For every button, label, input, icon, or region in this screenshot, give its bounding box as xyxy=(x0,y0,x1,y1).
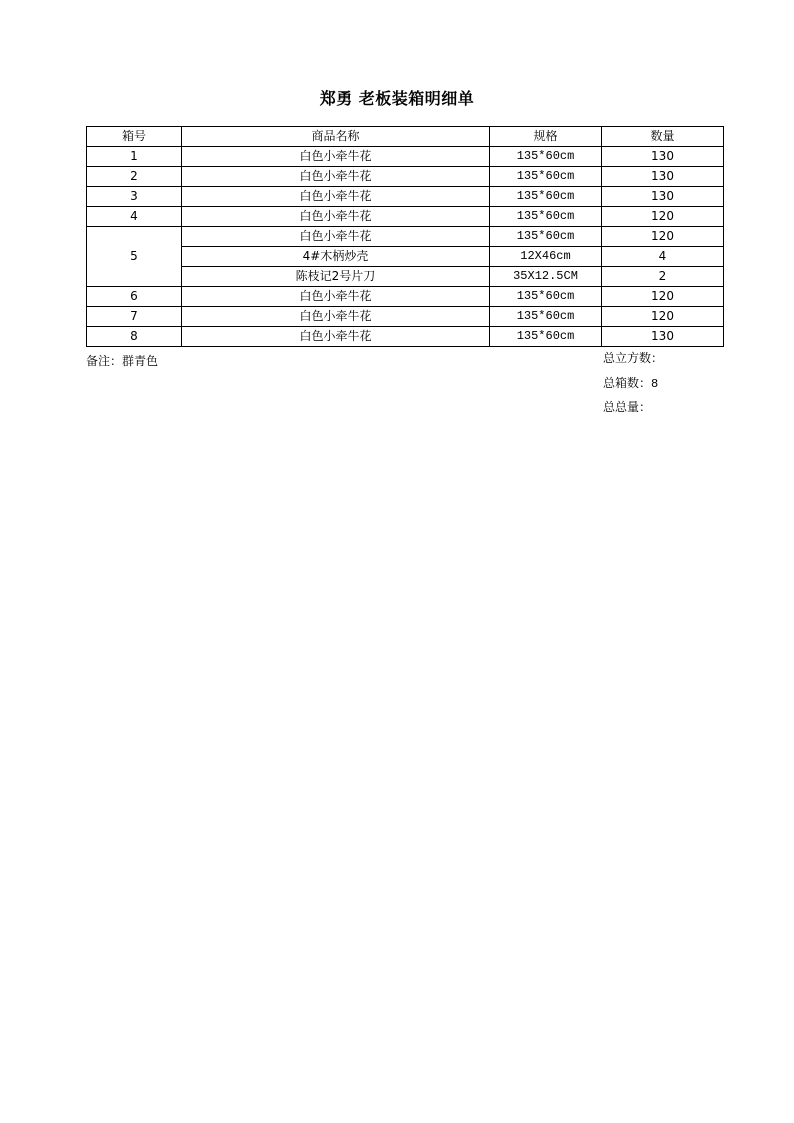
total-boxes-line xyxy=(603,374,658,391)
total-volume-line xyxy=(603,349,663,366)
cell-specification: 135*60cm xyxy=(490,187,602,207)
cell-specification: 135*60cm xyxy=(490,167,602,187)
cell-specification: 35X12.5CM xyxy=(490,267,602,287)
table-row xyxy=(87,327,724,347)
table-row xyxy=(87,207,724,227)
table-header-row xyxy=(87,127,724,147)
remarks-line xyxy=(86,352,158,369)
cell-specification: 12X46cm xyxy=(490,247,602,267)
cell-specification: 135*60cm xyxy=(490,147,602,167)
cell-box-number: 3 xyxy=(87,187,182,207)
cell-specification: 135*60cm xyxy=(490,307,602,327)
cell-product-name: 4#木柄炒壳 xyxy=(182,247,490,267)
cell-quantity: 120 xyxy=(602,287,724,307)
cell-product-name: 白色小牵牛花 xyxy=(182,167,490,187)
cell-product-name: 白色小牵牛花 xyxy=(182,187,490,207)
document-title: 郑勇 老板装箱明细单 xyxy=(319,89,475,108)
table-row xyxy=(87,187,724,207)
cell-quantity: 120 xyxy=(602,307,724,327)
table-row xyxy=(87,167,724,187)
packing-list-table xyxy=(86,126,724,347)
cell-box-number: 1 xyxy=(87,147,182,167)
cell-quantity: 4 xyxy=(602,247,724,267)
table-row xyxy=(87,227,724,247)
header-quantity: 数量 xyxy=(602,127,724,147)
remarks-label: 备注： xyxy=(86,354,123,368)
cell-quantity: 130 xyxy=(602,327,724,347)
cell-box-number: 4 xyxy=(87,207,182,227)
table-row xyxy=(87,267,724,287)
total-boxes-label: 总箱数： xyxy=(603,376,652,390)
cell-product-name: 白色小牵牛花 xyxy=(182,207,490,227)
total-volume-label: 总立方数： xyxy=(603,351,664,365)
cell-product-name: 白色小牵牛花 xyxy=(182,287,490,307)
header-product-name: 商品名称 xyxy=(182,127,490,147)
cell-specification: 135*60cm xyxy=(490,227,602,247)
cell-quantity: 130 xyxy=(602,187,724,207)
table-row xyxy=(87,287,724,307)
cell-box-number: 7 xyxy=(87,307,182,327)
cell-product-name: 白色小牵牛花 xyxy=(182,327,490,347)
cell-box-number: 2 xyxy=(87,167,182,187)
cell-quantity: 130 xyxy=(602,147,724,167)
cell-specification: 135*60cm xyxy=(490,207,602,227)
cell-quantity: 130 xyxy=(602,167,724,187)
cell-quantity: 2 xyxy=(602,267,724,287)
cell-product-name: 白色小牵牛花 xyxy=(182,147,490,167)
cell-specification: 135*60cm xyxy=(490,327,602,347)
cell-specification: 135*60cm xyxy=(490,287,602,307)
remarks-value: 群青色 xyxy=(122,354,159,368)
total-quantity-label: 总总量： xyxy=(603,400,652,414)
table-row xyxy=(87,147,724,167)
header-box-number: 箱号 xyxy=(87,127,182,147)
cell-box-number: 8 xyxy=(87,327,182,347)
table-row xyxy=(87,307,724,327)
cell-product-name: 白色小牵牛花 xyxy=(182,307,490,327)
cell-product-name: 陈枝记2号片刀 xyxy=(182,267,490,287)
header-specification: 规格 xyxy=(490,127,602,147)
cell-quantity: 120 xyxy=(602,207,724,227)
table-row xyxy=(87,247,724,267)
cell-product-name: 白色小牵牛花 xyxy=(182,227,490,247)
total-quantity-line xyxy=(603,398,651,415)
cell-quantity: 120 xyxy=(602,227,724,247)
total-boxes-value: 8 xyxy=(651,377,659,391)
cell-box-number: 5 xyxy=(87,227,182,287)
cell-box-number: 6 xyxy=(87,287,182,307)
